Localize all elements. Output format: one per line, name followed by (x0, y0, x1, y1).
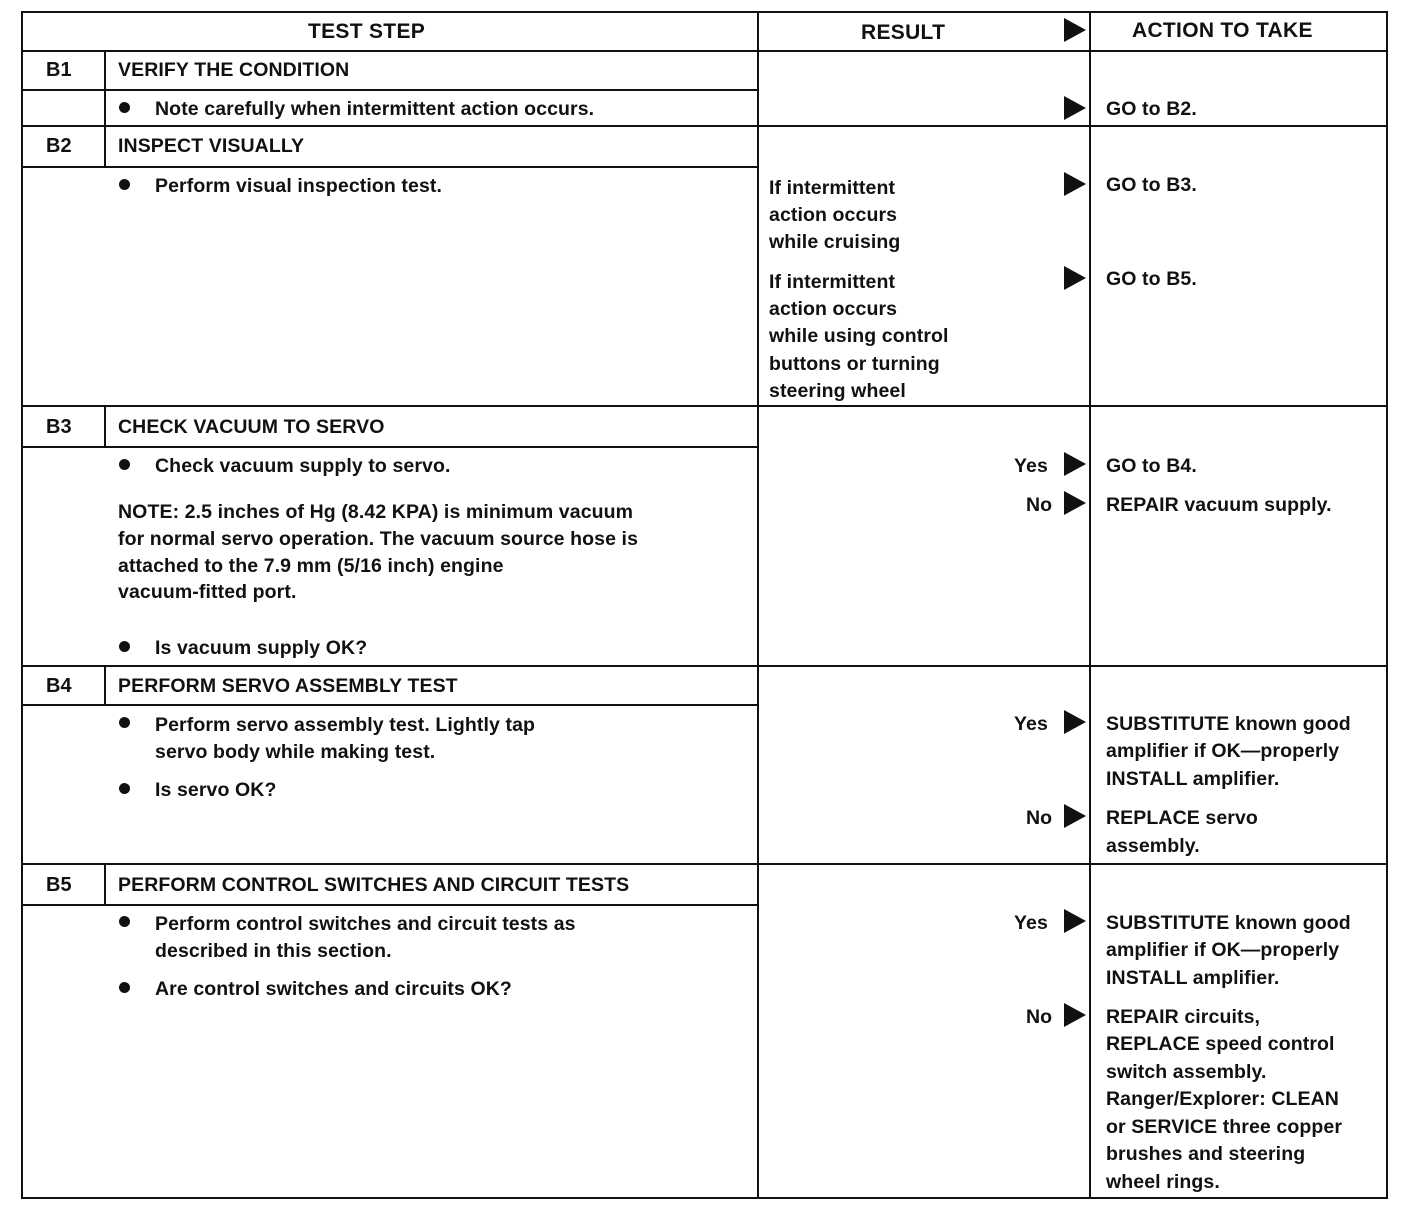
result-arrow-icon (1064, 452, 1086, 476)
bullet-icon (119, 982, 130, 993)
step-note: attached to the 7.9 mm (5/16 inch) engine (118, 555, 504, 577)
action-text: or SERVICE three copper (1106, 1116, 1343, 1138)
result-condition: action occurs (769, 298, 898, 320)
bullet-icon (119, 916, 130, 927)
result-no: No (1026, 807, 1053, 829)
step-bullet-text: Check vacuum supply to servo. (155, 455, 451, 477)
step-rule (21, 863, 1388, 865)
result-condition: steering wheel (769, 380, 906, 402)
action-text: amplifier if OK—properly (1106, 939, 1340, 961)
title-rule (21, 89, 758, 91)
action-text: GO to B4. (1106, 455, 1197, 477)
step-note: NOTE: 2.5 inches of Hg (8.42 KPA) is minimum vacuum (118, 501, 634, 523)
action-text: amplifier if OK—properly (1106, 740, 1340, 762)
action-text: Ranger/Explorer: CLEAN (1106, 1088, 1339, 1110)
step-id: B4 (46, 675, 72, 697)
action-text: switch assembly. (1106, 1061, 1267, 1083)
step-rule (21, 665, 1388, 667)
title-rule (21, 904, 758, 906)
result-condition: If intermittent (769, 177, 896, 199)
step-title: PERFORM SERVO ASSEMBLY TEST (118, 675, 458, 697)
action-text: brushes and steering (1106, 1143, 1306, 1165)
step-rule (21, 125, 1388, 127)
step-bullet-text: Perform visual inspection test. (155, 175, 443, 197)
result-condition: action occurs (769, 204, 898, 226)
bullet-icon (119, 179, 130, 190)
header-arrow-icon (1064, 18, 1086, 42)
step-id: B1 (46, 59, 72, 81)
title-rule (21, 704, 758, 706)
col-divider-result (757, 11, 759, 1199)
bullet-icon (119, 459, 130, 470)
result-no: No (1026, 1006, 1053, 1028)
step-bullet-text: Is vacuum supply OK? (155, 637, 368, 659)
col-divider-stepid (104, 407, 106, 448)
result-arrow-icon (1064, 804, 1086, 828)
col-divider-stepid (104, 666, 106, 706)
action-text: REPLACE speed control (1106, 1033, 1335, 1055)
step-note: vacuum-fitted port. (118, 581, 297, 603)
title-rule (21, 446, 758, 448)
step-title: INSPECT VISUALLY (118, 135, 305, 157)
action-text: REPAIR circuits, (1106, 1006, 1261, 1028)
step-note: for normal servo operation. The vacuum source hose is (118, 528, 639, 550)
result-yes: Yes (1014, 455, 1048, 477)
bullet-icon (119, 783, 130, 794)
result-condition: If intermittent (769, 271, 896, 293)
result-no: No (1026, 494, 1053, 516)
step-bullet-text: servo body while making test. (155, 741, 436, 763)
action-text: REPLACE servo (1106, 807, 1258, 829)
header-result: RESULT (861, 21, 946, 44)
action-text: SUBSTITUTE known good (1106, 912, 1351, 934)
col-divider-stepid (104, 865, 106, 906)
bullet-icon (119, 102, 130, 113)
action-text: SUBSTITUTE known good (1106, 713, 1351, 735)
result-arrow-icon (1064, 909, 1086, 933)
header-test-step: TEST STEP (308, 20, 426, 43)
step-id: B2 (46, 135, 72, 157)
col-divider-stepid (104, 127, 106, 168)
result-arrow-icon (1064, 266, 1086, 290)
step-title: CHECK VACUUM TO SERVO (118, 416, 385, 438)
step-title: VERIFY THE CONDITION (118, 59, 350, 81)
step-rule (21, 405, 1388, 407)
result-condition: while using control (769, 325, 949, 347)
action-text: wheel rings. (1106, 1171, 1220, 1193)
result-condition: buttons or turning (769, 353, 940, 375)
result-arrow-icon (1064, 172, 1086, 196)
result-arrow-icon (1064, 710, 1086, 734)
step-bullet-text: described in this section. (155, 940, 392, 962)
step-id: B3 (46, 416, 72, 438)
result-condition: while cruising (769, 231, 901, 253)
header-action: ACTION TO TAKE (1132, 19, 1313, 42)
title-rule (21, 166, 758, 168)
step-bullet-text: Perform servo assembly test. Lightly tap (155, 714, 536, 736)
header-rule (21, 50, 1388, 52)
step-bullet-text: Is servo OK? (155, 779, 277, 801)
action-text: INSTALL amplifier. (1106, 967, 1280, 989)
result-yes: Yes (1014, 713, 1048, 735)
result-arrow-icon (1064, 491, 1086, 515)
step-bullet-text: Are control switches and circuits OK? (155, 978, 512, 1000)
action-text: GO to B5. (1106, 268, 1197, 290)
action-text: assembly. (1106, 835, 1200, 857)
action-text: GO to B3. (1106, 174, 1197, 196)
step-bullet-text: Note carefully when intermittent action occurs. (155, 98, 595, 120)
result-yes: Yes (1014, 912, 1048, 934)
step-id: B5 (46, 874, 72, 896)
result-arrow-icon (1064, 1003, 1086, 1027)
action-text: GO to B2. (1106, 98, 1197, 120)
action-text: REPAIR vacuum supply. (1106, 494, 1332, 516)
step-bullet-text: Perform control switches and circuit tests as (155, 913, 576, 935)
step-title: PERFORM CONTROL SWITCHES AND CIRCUIT TESTS (118, 874, 630, 896)
action-text: INSTALL amplifier. (1106, 768, 1280, 790)
result-arrow-icon (1064, 96, 1086, 120)
bullet-icon (119, 717, 130, 728)
col-divider-action (1089, 11, 1091, 1199)
bullet-icon (119, 641, 130, 652)
